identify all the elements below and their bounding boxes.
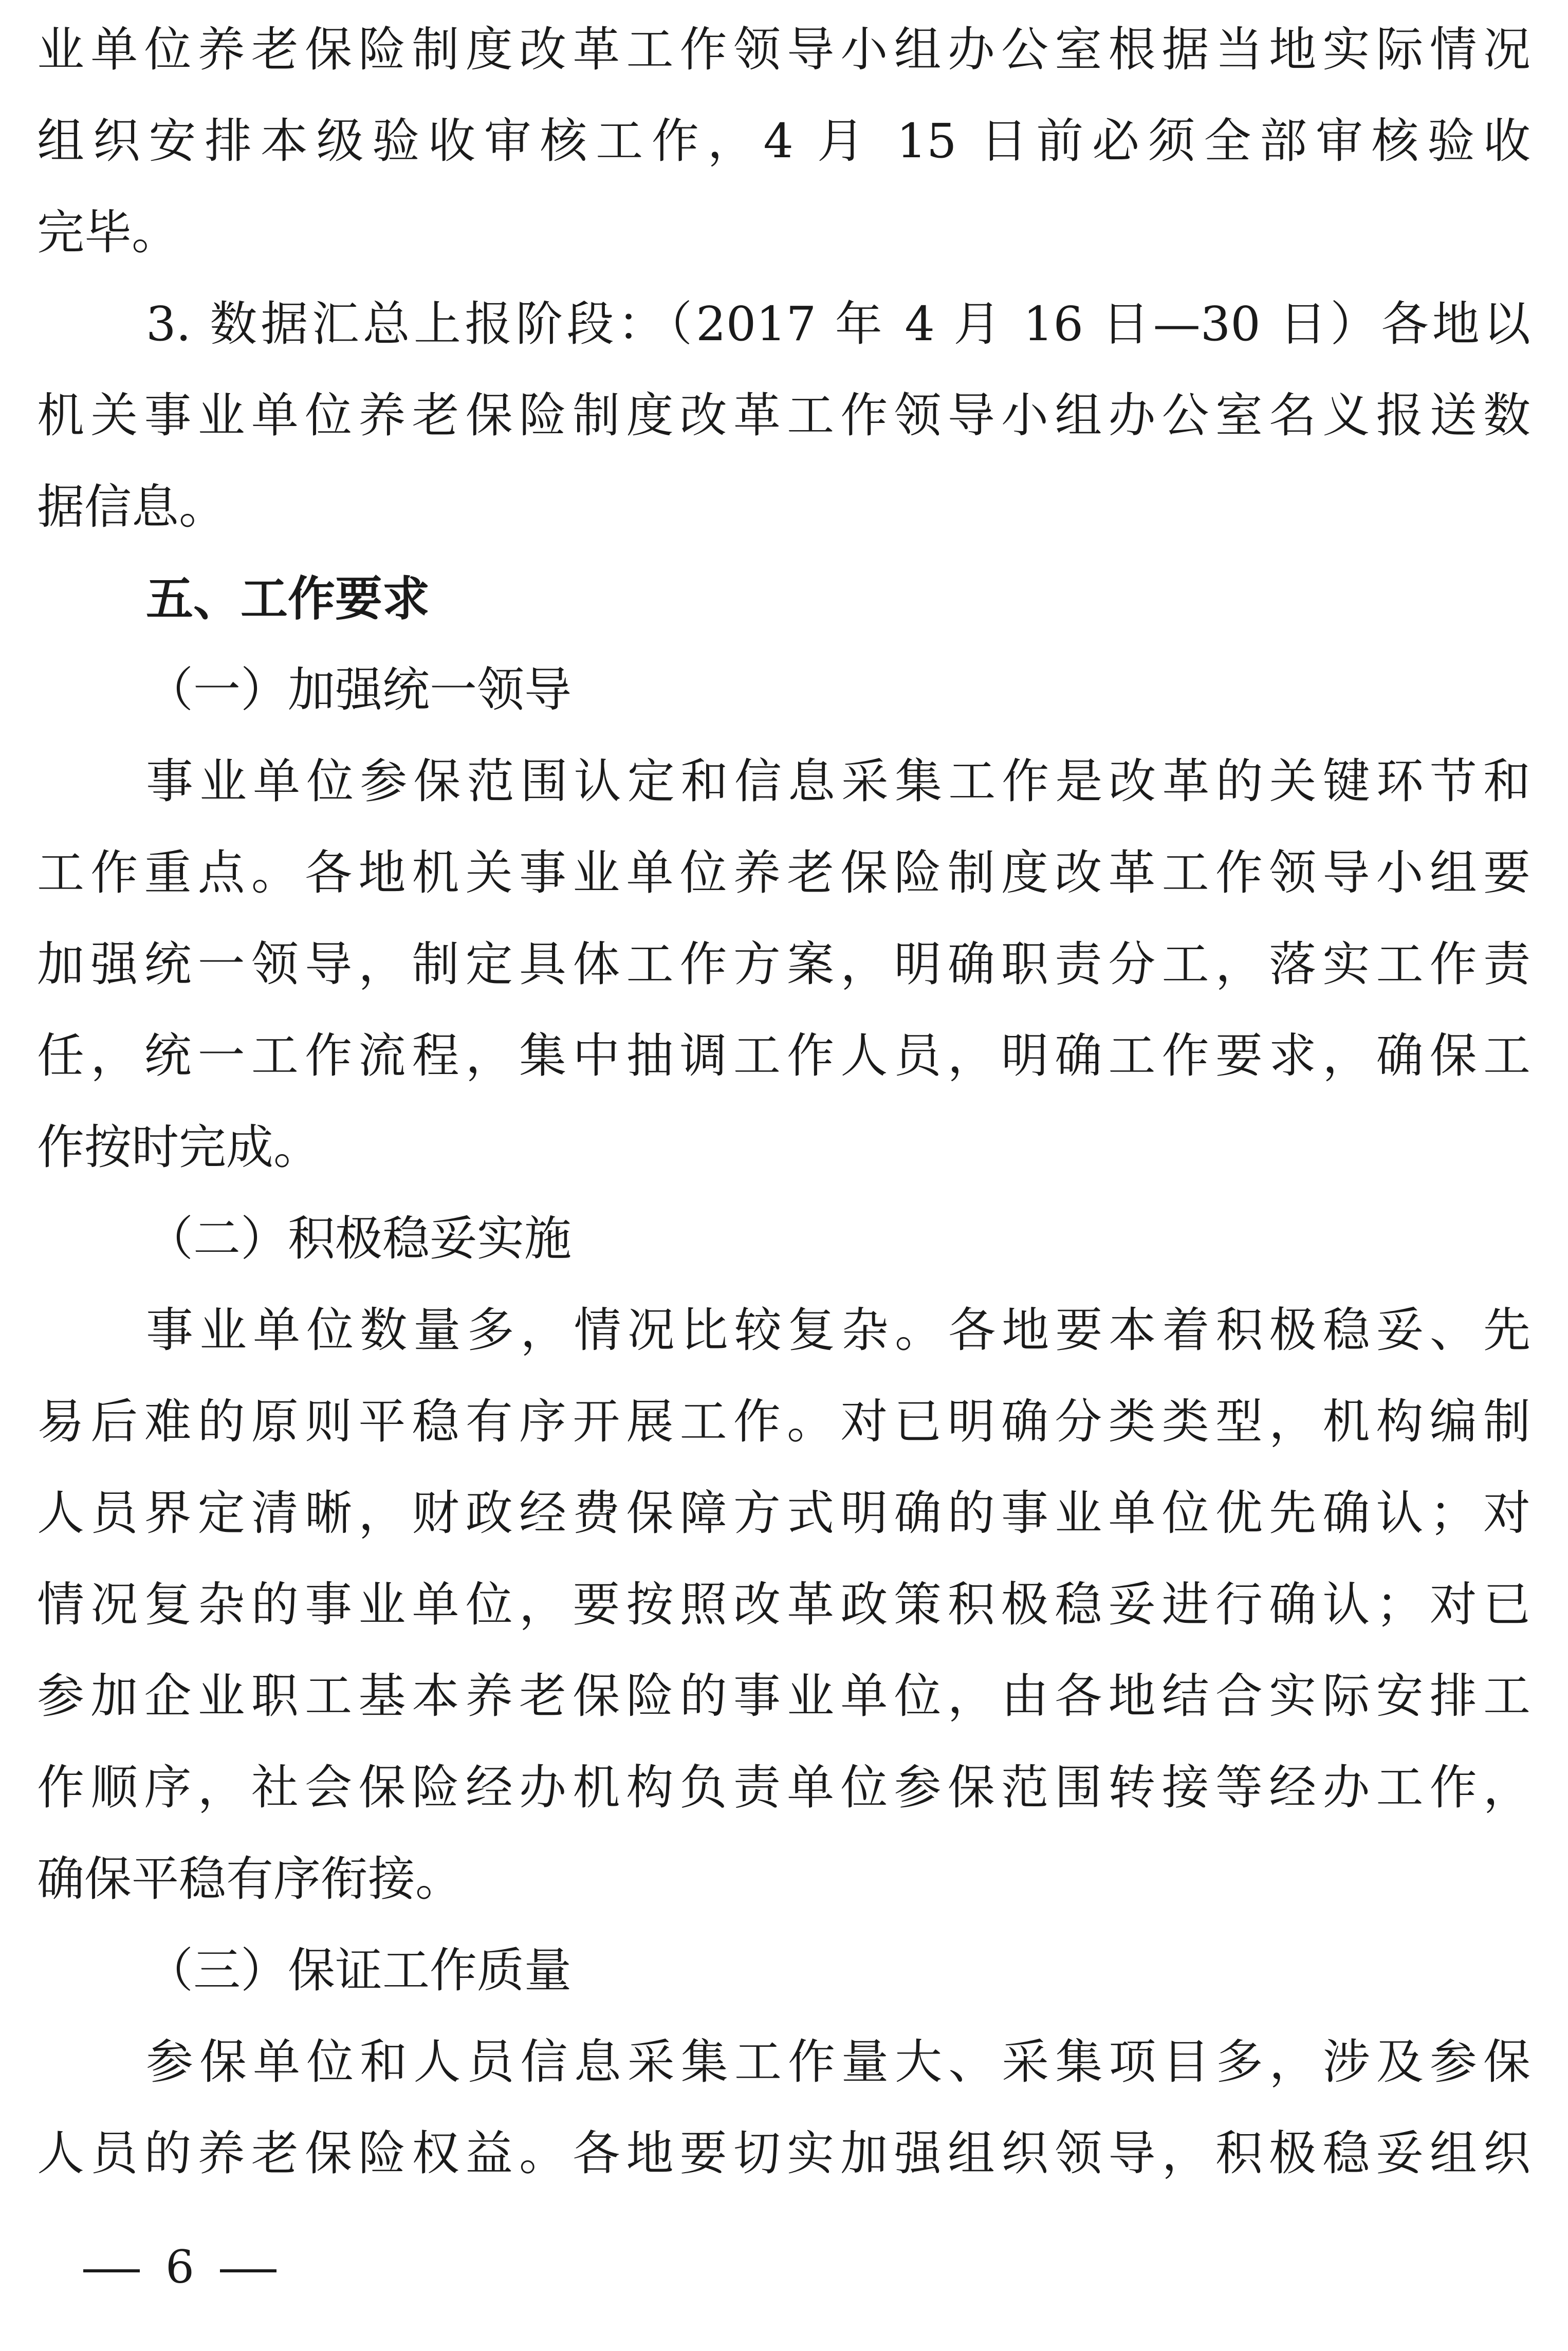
text-line: 情况复杂的事业单位，要按照改革政策积极稳妥进行确认；对已 (37, 1577, 1530, 1632)
body-text (37, 4, 1530, 2199)
text-line: 完毕。 (37, 205, 179, 260)
text-line: 业单位养老保险制度改革工作领导小组办公室根据当地实际情况 (37, 22, 1530, 77)
footer-dash-left (83, 2269, 140, 2272)
text-line: （一）加强统一领导 (146, 662, 572, 717)
page-footer (58, 2236, 302, 2298)
text-line: （二）积极稳妥实施 (146, 1211, 572, 1266)
page-number: 6 (165, 2241, 194, 2293)
text-line: 参保单位和人员信息采集工作量大、采集项目多，涉及参保 (146, 2034, 1530, 2089)
text-line: 作顺序，社会保险经办机构负责单位参保范围转接等经办工作， (37, 1760, 1530, 1815)
text-line: 人员的养老保险权益。各地要切实加强组织领导，积极稳妥组织 (37, 2126, 1530, 2181)
text-line: 确保平稳有序衔接。 (37, 1852, 463, 1906)
footer-dash-right (220, 2269, 276, 2272)
text-line: 3. 数据汇总上报阶段：（2017 年 4 月 16 日—30 日）各地以 (146, 297, 1530, 351)
text-line: 机关事业单位养老保险制度改革工作领导小组办公室名义报送数 (37, 388, 1530, 443)
text-line: 易后难的原则平稳有序开展工作。对已明确分类类型，机构编制 (37, 1394, 1530, 1449)
text-line: 任，统一工作流程，集中抽调工作人员，明确工作要求，确保工 (37, 1028, 1530, 1083)
text-line: （三）保证工作质量 (146, 1943, 572, 1998)
text-line: 事业单位数量多，情况比较复杂。各地要本着积极稳妥、先 (146, 1303, 1530, 1358)
text-line: 事业单位参保范围认定和信息采集工作是改革的关键环节和 (146, 754, 1530, 809)
text-line: 据信息。 (37, 479, 227, 534)
text-line: 作按时完成。 (37, 1120, 321, 1175)
text-line: 工作重点。各地机关事业单位养老保险制度改革工作领导小组要 (37, 845, 1530, 900)
text-line: 加强统一领导，制定具体工作方案，明确职责分工，落实工作责 (37, 937, 1530, 992)
text-line: 参加企业职工基本养老保险的事业单位，由各地结合实际安排工 (37, 1669, 1530, 1724)
text-line: 五、工作要求 (146, 571, 430, 626)
text-line: 人员界定清晰，财政经费保障方式明确的事业单位优先确认；对 (37, 1486, 1530, 1541)
text-line: 组织安排本级验收审核工作，4 月 15 日前必须全部审核验收 (37, 114, 1530, 169)
